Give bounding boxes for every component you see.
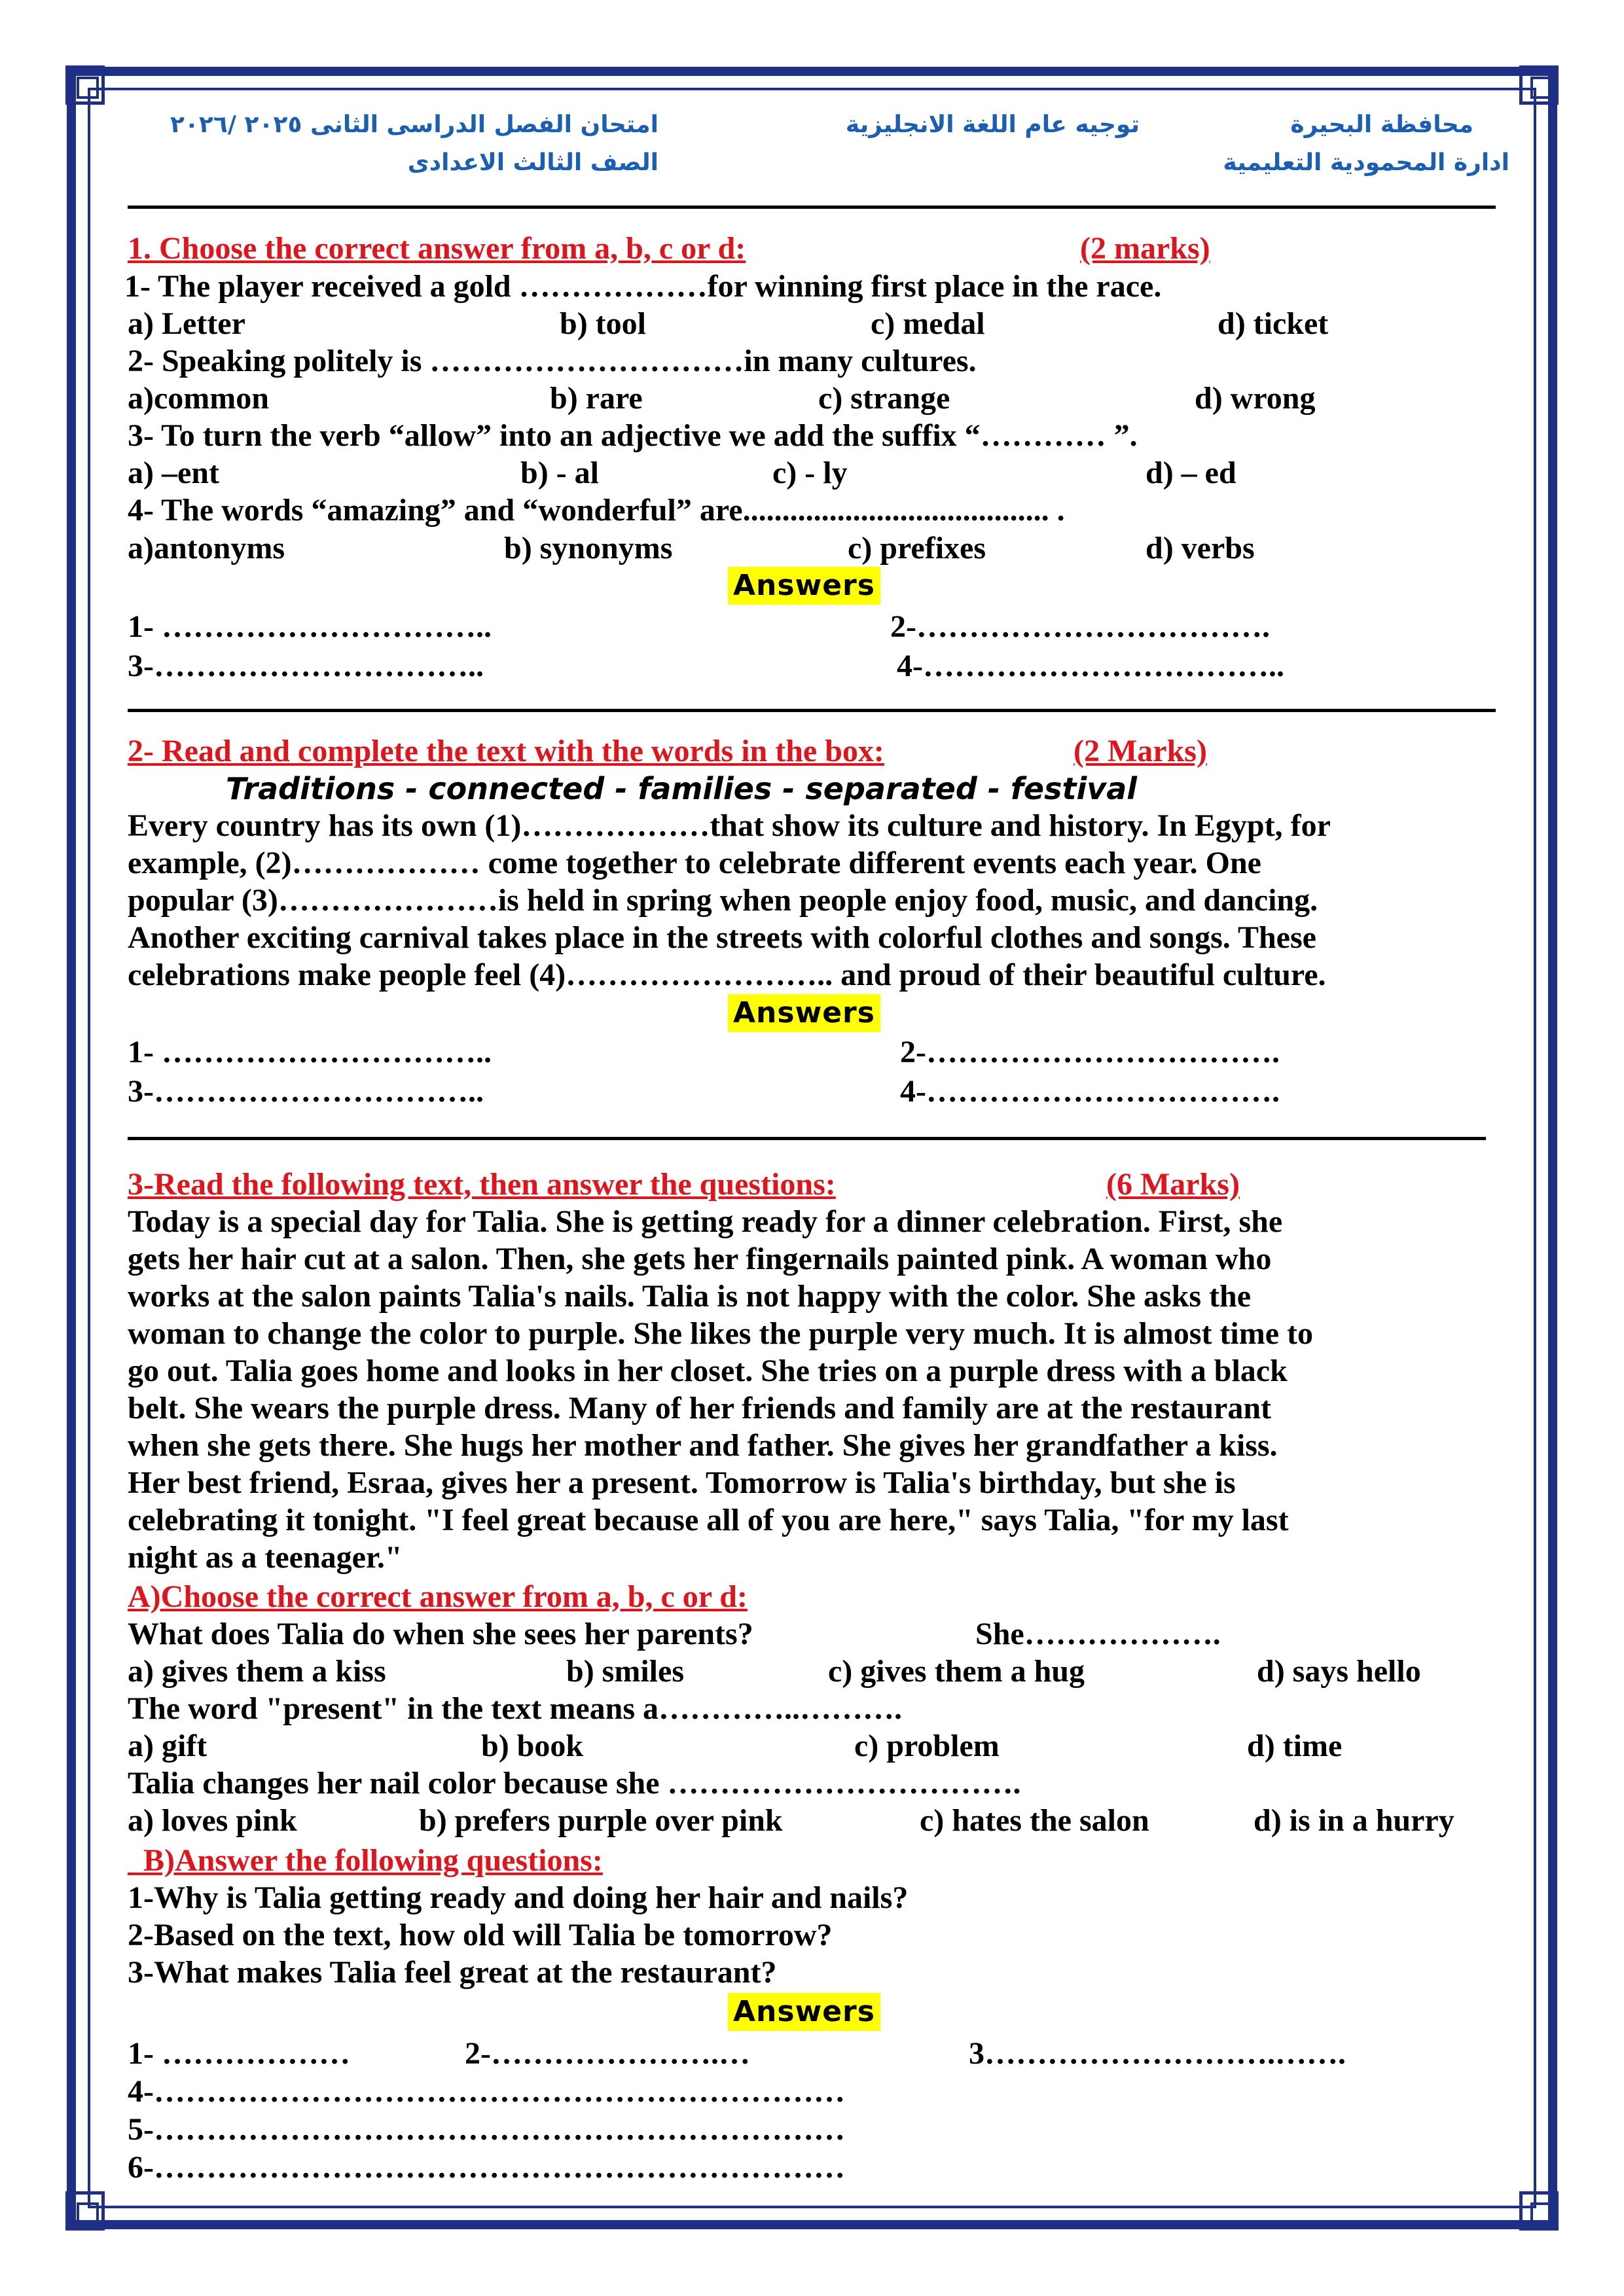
q3-passage-line-5: go out. Talia goes home and looks in her closet. She tries on a purple dress with a black — [128, 1354, 1288, 1388]
q3-partB-question-3: 3-What makes Talia feel great at the restaurant? — [128, 1955, 777, 1990]
q1-option-2c: c) strange — [818, 381, 950, 416]
q1-answer-line-3[interactable]: 3-………………………….. — [128, 649, 484, 683]
q1-stem-3: 3- To turn the verb “allow” into an adjective we add the suffix “………… ”. — [128, 418, 1138, 453]
header-exam-title: امتحان الفصل الدراسى الثانى ٢٠٢٥ /٢٠٢٦ — [170, 111, 659, 138]
q3-partA-stem-2: The word "present" in the text means a…………..………. — [128, 1691, 903, 1726]
q2-title: 2- Read and complete the text with the words in the box: — [128, 734, 884, 768]
q3-passage-line-6: belt. She wears the purple dress. Many of her friends and family are at the restaurant — [128, 1391, 1272, 1426]
q2-text-line-4: Another exciting carnival takes place in the streets with colorful clothes and songs. These — [128, 920, 1316, 955]
q3-partA-stem-3: Talia changes her nail color because she ……………………………. — [128, 1766, 1021, 1801]
q1-option-2a: a)common — [128, 381, 269, 416]
q3-answers-heading: Answers — [728, 1993, 880, 2031]
q3-answer-line-3[interactable]: 3……………………….……. — [969, 2036, 1346, 2071]
q1-stem-4: 4- The words “amazing” and “wonderful” are....................................... . — [128, 493, 1065, 528]
divider — [128, 709, 1496, 712]
q1-option-3a: a) –ent — [128, 456, 219, 490]
divider — [128, 1137, 1486, 1140]
corner-ornament-bottom-right — [1519, 2191, 1559, 2231]
q3-answer-line-1[interactable]: 1- ……………… — [128, 2036, 350, 2071]
q2-answer-line-1[interactable]: 1- ………………………….. — [128, 1035, 492, 1069]
q2-marks: (2 Marks) — [1074, 734, 1207, 768]
q2-text-line-3: popular (3)…………………is held in spring when people enjoy food, music, and dancing. — [128, 883, 1318, 918]
q3-partA-stem-1-tail: She………………. — [975, 1617, 1221, 1651]
q3-passage-line-1: Today is a special day for Talia. She is getting ready for a dinner celebration. First, she — [128, 1204, 1283, 1239]
q1-option-1b: b) tool — [560, 306, 646, 341]
header-supervision: توجيه عام اللغة الانجليزية — [845, 111, 1140, 138]
q3-partA-option-2b: b) book — [481, 1729, 584, 1763]
q1-option-4a: a)antonyms — [128, 531, 285, 565]
q3-partA-option-3d: d) is in a hurry — [1254, 1803, 1454, 1838]
q3-passage-line-3: works at the salon paints Talia's nails. Talia is not happy with the color. She asks the — [128, 1279, 1252, 1314]
q1-option-3c: c) - ly — [772, 456, 848, 490]
header-governorate: محافظة البحيرة — [1290, 111, 1473, 138]
q3-partA-title: A)Choose the correct answer from a, b, c or d: — [128, 1579, 748, 1614]
q1-option-3d: d) – ed — [1146, 456, 1236, 490]
q2-text-line-2: example, (2)……………… come together to celebrate different events each year. One — [128, 846, 1261, 880]
q1-stem-2: 2- Speaking politely is …………………………in many cultures. — [128, 344, 977, 378]
q1-option-2b: b) rare — [550, 381, 643, 416]
q2-answers-heading: Answers — [728, 994, 880, 1032]
q3-partA-option-3c: c) hates the salon — [920, 1803, 1149, 1838]
q3-title: 3-Read the following text, then answer the questions: — [128, 1167, 836, 1202]
q3-passage-line-9: celebrating it tonight. "I feel great because all of you are here," says Talia, "for my last — [128, 1503, 1289, 1537]
divider — [128, 206, 1496, 209]
q3-answer-line-6[interactable]: 6-………………………………………………………… — [128, 2150, 845, 2185]
corner-ornament-top-right — [1519, 65, 1559, 105]
q2-answer-line-4[interactable]: 4-……………………………. — [900, 1074, 1280, 1109]
q3-partA-option-2d: d) time — [1247, 1729, 1343, 1763]
q1-option-1c: c) medal — [871, 306, 985, 341]
q3-answer-line-4[interactable]: 4-………………………………………………………… — [128, 2074, 845, 2109]
q1-option-4c: c) prefixes — [848, 531, 986, 565]
corner-ornament-bottom-left — [65, 2191, 105, 2231]
q3-partA-option-1c: c) gives them a hug — [828, 1654, 1085, 1689]
q3-passage-line-7: when she gets there. She hugs her mother and father. She gives her grandfather a kiss. — [128, 1428, 1278, 1463]
q1-title: 1. Choose the correct answer from a, b, c or d: — [128, 231, 746, 266]
q3-answer-line-2[interactable]: 2-………………….… — [465, 2036, 750, 2071]
q1-stem-1: 1- The player received a gold ………………for winning first place in the race. — [124, 269, 1162, 304]
q3-partB-question-1: 1-Why is Talia getting ready and doing her hair and nails? — [128, 1880, 909, 1915]
q2-text-line-5: celebrations make people feel (4)…………………….. and proud of their beautiful culture. — [128, 958, 1326, 992]
q1-option-1a: a) Letter — [128, 306, 245, 341]
q1-option-4b: b) synonyms — [504, 531, 673, 565]
q3-partA-option-1a: a) gives them a kiss — [128, 1654, 386, 1689]
q3-partA-option-3a: a) loves pink — [128, 1803, 297, 1838]
q3-marks: (6 Marks) — [1106, 1167, 1240, 1202]
q1-marks: (2 marks) — [1080, 231, 1210, 266]
q2-text-line-1: Every country has its own (1)………………that show its culture and history. In Egypt, for — [128, 808, 1331, 843]
q3-partA-option-3b: b) prefers purple over pink — [419, 1803, 783, 1838]
q3-passage-line-2: gets her hair cut at a salon. Then, she gets her fingernails painted pink. A woman who — [128, 1242, 1272, 1276]
q2-answer-line-3[interactable]: 3-………………………….. — [128, 1074, 484, 1109]
q2-answer-line-2[interactable]: 2-……………………………. — [900, 1035, 1280, 1069]
q3-partA-option-2c: c) problem — [854, 1729, 1000, 1763]
q1-answer-line-4[interactable]: 4-…………………………….. — [897, 649, 1284, 683]
q1-option-3b: b) - al — [520, 456, 599, 490]
q3-partA-stem-1: What does Talia do when she sees her parents? — [128, 1617, 753, 1651]
q1-option-4d: d) verbs — [1146, 531, 1255, 565]
q1-option-2d: d) wrong — [1195, 381, 1316, 416]
q1-answer-line-2[interactable]: 2-……………………………. — [890, 609, 1270, 644]
q3-passage-line-8: Her best friend, Esraa, gives her a present. Tomorrow is Talia's birthday, but she is — [128, 1465, 1236, 1500]
q3-passage-line-10: night as a teenager." — [128, 1540, 403, 1575]
q3-partB-question-2: 2-Based on the text, how old will Talia be tomorrow? — [128, 1918, 833, 1952]
q3-answer-line-5[interactable]: 5-………………………………………………………… — [128, 2112, 845, 2147]
q3-partB-title: B)Answer the following questions: — [128, 1843, 603, 1878]
q2-word-box: Traditions - connected - families - separated - festival — [226, 771, 1138, 806]
q1-answers-heading: Answers — [728, 567, 880, 605]
q3-partA-option-1d: d) says hello — [1257, 1654, 1421, 1689]
q3-partA-option-1b: b) smiles — [566, 1654, 684, 1689]
header-administration: ادارة المحمودية التعليمية — [1223, 149, 1509, 176]
q3-passage-line-4: woman to change the color to purple. She likes the purple very much. It is almost time to — [128, 1316, 1314, 1351]
q1-option-1d: d) ticket — [1218, 306, 1329, 341]
corner-ornament-top-left — [65, 65, 105, 105]
q3-partA-option-2a: a) gift — [128, 1729, 208, 1763]
q1-answer-line-1[interactable]: 1- ………………………….. — [128, 609, 492, 644]
header-grade: الصف الثالث الاعدادى — [407, 149, 659, 176]
